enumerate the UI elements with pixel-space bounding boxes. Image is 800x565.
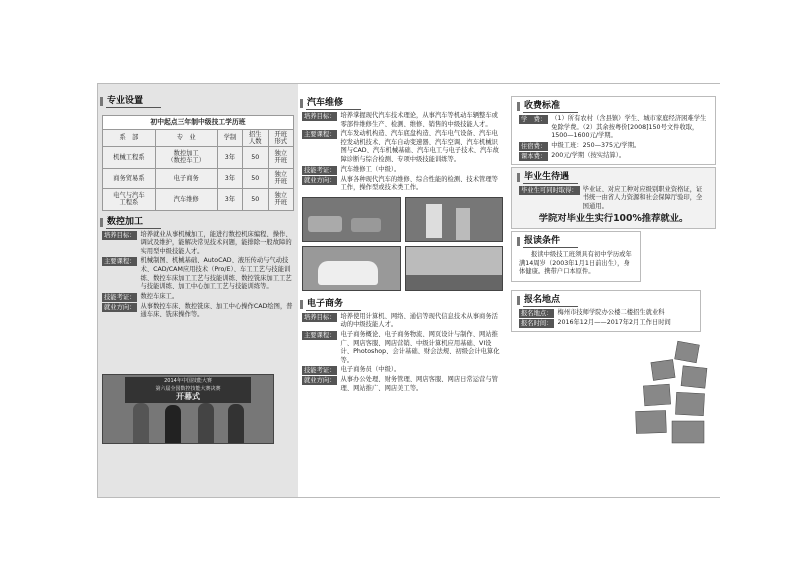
cell: 电气与汽车 工程系 — [103, 188, 156, 210]
header-class-type: 开班 形式 — [268, 129, 293, 146]
header-major: 专 业 — [155, 129, 217, 146]
ec-item-cert — [302, 366, 503, 375]
cell: 电子商务 — [155, 168, 217, 188]
item-text: 电子商务概论、电子商务物流、网页设计与制作、网站推广、网店客服、网店营销、中级计算机应用基础、VI设计、Photoshop、会计基础、财会法规、初级会计电算化等。 — [340, 330, 500, 364]
item-label: 技能考证： — [304, 166, 336, 174]
brochure-sheet — [97, 83, 720, 498]
auto-item-career — [302, 176, 503, 193]
item-label: 住宿费： — [521, 142, 547, 150]
cell: 机械工程系 — [103, 146, 156, 168]
section-title-fees: 收费标准 — [515, 99, 712, 114]
item-text: 培养就业从事机械加工，能进行数控机床编程、操作、调试及维护，能解决常见技术问题，能排除一般故障的实用型中级技能人才。 — [140, 230, 292, 255]
item-text: 汽车发动机构造、汽车底盘构造、汽车电气设备、汽车电控发动机技术、汽车自动变速器、汽车空调、汽车机械识图与CAD、汽车机械基础、汽车电工与电子技术、汽车故障诊断与综合检测、专项中级技能训练等。 — [340, 130, 499, 163]
fee-item-books — [519, 152, 708, 161]
item-label: 主要课程： — [304, 131, 336, 139]
item-label: 就业方向： — [104, 303, 136, 311]
item-label: 报名地点： — [521, 309, 553, 317]
conditions-box — [511, 231, 641, 282]
reg-item-time — [519, 319, 693, 328]
item-text: 汽车维修工（中级）。 — [340, 165, 401, 173]
item-text: 200元/学期（按实结算）。 — [551, 151, 626, 159]
cnc-item-goal — [102, 231, 294, 257]
item-label: 报名时间： — [521, 319, 553, 327]
table-row — [103, 168, 294, 188]
item-label: 技能考证： — [104, 293, 136, 301]
item-label: 培养目标： — [304, 113, 336, 120]
item-label: 就业方向： — [304, 377, 336, 385]
cell: 汽车维修 — [155, 188, 217, 210]
cell: 50 — [243, 188, 268, 210]
section-title-registration: 报名地点 — [515, 293, 697, 308]
auto-item-courses — [302, 130, 503, 164]
table-row — [103, 146, 294, 168]
section-title-graduates: 毕业生待遇 — [515, 170, 712, 185]
header-dept: 系 部 — [103, 129, 156, 146]
item-text: 从事办公处理、财务管理、网店客服、网店日常运营与管理、网站推广、网店美工等。 — [340, 376, 498, 392]
ec-item-goal — [302, 313, 503, 330]
item-text: 梅州市技师学院办公楼二楼招生就业科 — [557, 308, 665, 316]
item-text: 中级工班：250—375元/学期。 — [551, 141, 641, 149]
item-label: 课本费： — [521, 152, 547, 160]
item-text: 电子商务员（中级）。 — [340, 366, 401, 374]
item-label: 主要课程： — [304, 331, 336, 339]
graduate-box — [511, 167, 716, 229]
item-text: 2016年12月——2017年2月工作日时间 — [557, 318, 671, 326]
photo-car — [302, 246, 401, 291]
item-label: 就业方向： — [304, 176, 336, 184]
cnc-item-courses — [102, 257, 294, 291]
decorative-photo-fan — [630, 339, 716, 447]
cell: 数控加工 （数控车工） — [155, 146, 217, 168]
column-info — [507, 84, 720, 497]
item-text: 从事数控车床、数控铣床、加工中心操作CAD绘图，普通车床、铣床操作等。 — [140, 302, 293, 319]
reg-item-place — [519, 309, 693, 318]
item-label: 培养目标： — [104, 231, 136, 239]
cnc-item-career — [102, 303, 294, 320]
fee-item-dorm — [519, 142, 708, 151]
item-text: 从事各种现代汽车的维修、综合性能的检测、技术管理等工作，操作型或技术类工作。 — [340, 175, 498, 192]
item-label: 主要课程： — [104, 258, 136, 266]
cnc-item-cert — [102, 293, 294, 302]
ec-item-career — [302, 376, 503, 393]
cell: 3年 — [217, 146, 242, 168]
photo-training — [405, 197, 504, 242]
cell: 独立 开班 — [268, 146, 293, 168]
job-guarantee: 学院对毕业生实行100%推荐就业。 — [538, 212, 689, 224]
photo-grid — [302, 197, 503, 291]
item-label: 毕业生可同时取得： — [521, 186, 578, 194]
section-title-conditions: 报读条件 — [515, 234, 637, 249]
fee-item-tuition — [519, 115, 708, 141]
header-enrollment: 招生 人数 — [243, 129, 268, 146]
header-duration: 学制 — [217, 129, 242, 146]
item-text: （1）所有农村（含县镇）学生、城市家庭经济困难学生免除学费。（2）其余按粤价[2008]150号文件收取，1500—1600元/学期。 — [551, 115, 707, 140]
item-label: 培养目标： — [304, 313, 336, 321]
column-auto-ecommerce — [298, 84, 507, 497]
item-text: 培养掌握现代汽车技术理论，从事汽车等机动车辆整车或零部件维修生产、检测、维修、销售的中级技能人才。 — [340, 112, 498, 128]
item-text: 机械制图、机械基础、AutoCAD、液压传动与气动技术、CAD/CAM应用技术（Pro/E）、车工工艺与技能训练、数控车床加工工艺与技能训练、数控铣床加工工艺与技能训练、加工中心加工工艺与技能训练等。 — [140, 257, 292, 291]
banner-line-3: 开幕式 — [176, 392, 200, 401]
cell: 3年 — [217, 168, 242, 188]
cell: 50 — [243, 168, 268, 188]
fees-box — [511, 96, 716, 165]
ec-item-courses — [302, 331, 503, 365]
item-label: 技能考证： — [304, 367, 336, 375]
banner-line-1: 2014年中国技能大赛 — [164, 378, 212, 384]
item-text: 培养使用计算机、网络、通信等现代信息技术从事商务活动的中级技能人才。 — [340, 312, 498, 329]
registration-box — [511, 290, 701, 332]
photo-classroom — [405, 246, 504, 291]
section-title-majors: 专业设置 — [98, 94, 298, 109]
column-majors — [98, 84, 298, 497]
majors-table — [102, 129, 294, 211]
cell: 独立 开班 — [268, 168, 293, 188]
cell: 独立 开班 — [268, 188, 293, 210]
photo-competition — [102, 374, 274, 444]
auto-item-goal — [302, 112, 503, 129]
table-header-row — [103, 129, 294, 146]
item-text: 数控车床工。 — [140, 292, 179, 300]
cell: 3年 — [217, 188, 242, 210]
item-label: 学 费： — [521, 116, 547, 123]
section-title-auto: 汽车维修 — [298, 96, 507, 111]
auto-item-cert — [302, 166, 503, 175]
photo-banner — [125, 377, 251, 403]
table-title: 初中起点三年制中级技工学历班 — [102, 115, 294, 129]
section-title-cnc: 数控加工 — [98, 215, 298, 230]
conditions-text: 报读中级技工班须具有初中学历或年满14周岁（2003年1月1日前出生），身体健康。携带户口本原件。 — [519, 251, 632, 276]
table-row — [103, 188, 294, 210]
grad-item — [519, 186, 708, 212]
cell: 商务贸易系 — [103, 168, 156, 188]
banner-line-2: 第六届全国数控技能大赛决赛 — [155, 386, 221, 392]
photo-workshop — [302, 197, 401, 242]
section-title-ecommerce: 电子商务 — [298, 297, 507, 312]
item-text: 毕业证、对应工种对应级别职业资格证，证书统一由省人力资源和社会保障厅验印，全国通用。 — [582, 185, 703, 210]
cell: 50 — [243, 146, 268, 168]
